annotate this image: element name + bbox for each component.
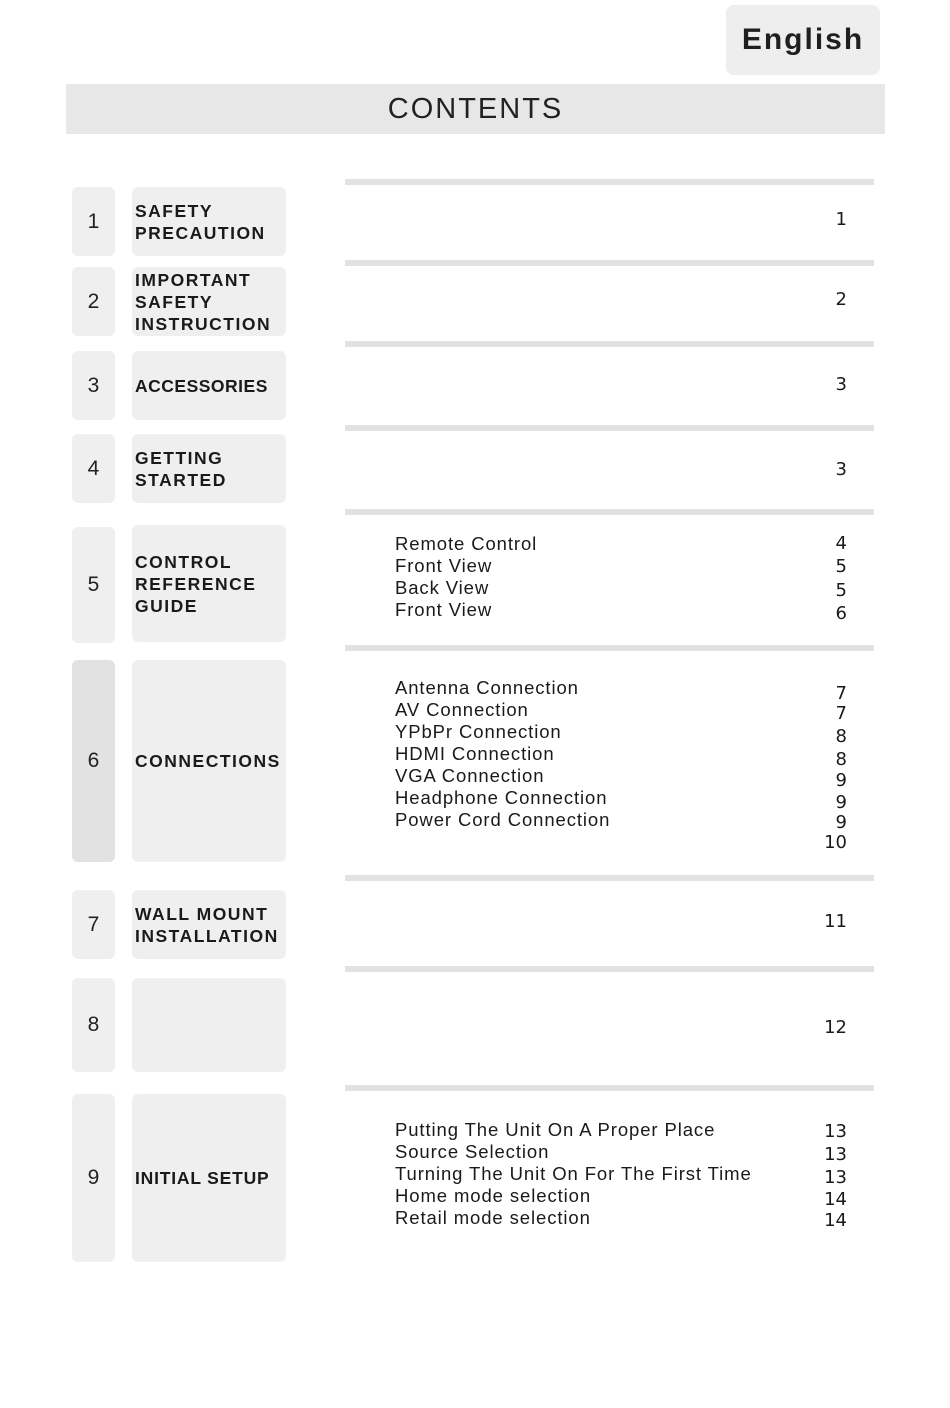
page-number-4: 3 bbox=[835, 459, 847, 480]
section-title-4: GETTING STARTED bbox=[135, 447, 227, 490]
section-title-box-5[interactable] bbox=[132, 525, 286, 642]
section-number-2: 2 bbox=[72, 267, 115, 336]
toc-entry[interactable]: Back View bbox=[395, 577, 490, 598]
section-title-box-2[interactable] bbox=[132, 267, 286, 336]
divider-rule bbox=[345, 875, 874, 881]
toc-entry[interactable]: Power Cord Connection bbox=[395, 809, 611, 830]
section-number-6: 6 bbox=[72, 660, 115, 862]
section-title-box-8[interactable] bbox=[132, 978, 286, 1072]
divider-rule bbox=[345, 966, 874, 972]
section-title-box-3[interactable] bbox=[132, 351, 286, 420]
section-title-box-4[interactable] bbox=[132, 434, 286, 503]
section-title-box-6[interactable] bbox=[132, 660, 286, 862]
section-title-box-1[interactable] bbox=[132, 187, 286, 256]
page-number-1: 1 bbox=[835, 209, 847, 230]
section-title-6: CONNECTIONS bbox=[135, 751, 281, 771]
toc-entry[interactable]: YPbPr Connection bbox=[395, 721, 562, 742]
toc-page-number: 8 bbox=[835, 749, 847, 770]
divider-rule bbox=[345, 1085, 874, 1091]
divider-rule bbox=[345, 509, 874, 515]
section-number-1: 1 bbox=[72, 187, 115, 256]
section-title-1: SAFETY PRECAUTION bbox=[135, 200, 266, 243]
toc-entry[interactable]: Front View bbox=[395, 555, 493, 576]
section-number-8: 8 bbox=[72, 978, 115, 1072]
section-title-9: INITIAL SETUP bbox=[135, 1168, 270, 1188]
toc-page-number: 13 bbox=[824, 1144, 847, 1165]
toc-page-number: 13 bbox=[824, 1167, 847, 1188]
section-number-3: 3 bbox=[72, 351, 115, 420]
section-title-5: CONTROL REFERENCE GUIDE bbox=[135, 551, 257, 616]
page-title: CONTENTS bbox=[66, 84, 885, 134]
toc-entry[interactable]: Turning The Unit On For The First Time bbox=[395, 1163, 752, 1184]
page-number-8: 12 bbox=[824, 1017, 847, 1038]
divider-rule bbox=[345, 179, 874, 185]
page-number-2: 2 bbox=[835, 289, 847, 310]
section-title-7: WALL MOUNT INSTALLATION bbox=[135, 903, 279, 946]
toc-entry[interactable]: HDMI Connection bbox=[395, 743, 555, 764]
divider-rule bbox=[345, 260, 874, 266]
toc-entry[interactable]: Putting The Unit On A Proper Place bbox=[395, 1119, 716, 1140]
toc-page-number: 14 bbox=[824, 1189, 847, 1210]
section-title-2: IMPORTANT SAFETY INSTRUCTION bbox=[135, 269, 272, 334]
toc-page-number: 9 bbox=[835, 770, 847, 791]
toc-page-number: 9 bbox=[835, 792, 847, 813]
divider-rule bbox=[345, 341, 874, 347]
toc-page-number: 9 bbox=[835, 812, 847, 833]
toc-page-number: 6 bbox=[835, 603, 847, 624]
toc-page-number: 5 bbox=[835, 556, 847, 577]
page-number-7: 11 bbox=[824, 911, 847, 932]
toc-page-number: 8 bbox=[835, 726, 847, 747]
toc-entry[interactable]: Antenna Connection bbox=[395, 677, 579, 698]
toc-entry[interactable]: Home mode selection bbox=[395, 1185, 592, 1206]
section-title-3: ACCESSORIES bbox=[135, 375, 268, 396]
toc-page-number: 13 bbox=[824, 1121, 847, 1142]
language-tab[interactable]: English bbox=[726, 5, 880, 75]
toc-page-number: 7 bbox=[835, 703, 847, 724]
toc-entry[interactable]: Source Selection bbox=[395, 1141, 550, 1162]
toc-entry[interactable]: VGA Connection bbox=[395, 765, 545, 786]
divider-rule bbox=[345, 425, 874, 431]
toc-entry[interactable]: Headphone Connection bbox=[395, 787, 608, 808]
toc-page-number: 5 bbox=[835, 580, 847, 601]
section-title-box-9[interactable] bbox=[132, 1094, 286, 1262]
toc-entry[interactable]: AV Connection bbox=[395, 699, 529, 720]
toc-page-number: 10 bbox=[824, 832, 847, 853]
section-number-9: 9 bbox=[72, 1094, 115, 1262]
section-number-7: 7 bbox=[72, 890, 115, 959]
section-title-box-7[interactable] bbox=[132, 890, 286, 959]
section-number-4: 4 bbox=[72, 434, 115, 503]
toc-page-number: 4 bbox=[835, 533, 847, 554]
toc-entry[interactable]: Retail mode selection bbox=[395, 1207, 591, 1228]
section-number-5: 5 bbox=[72, 527, 115, 643]
page-number-3: 3 bbox=[835, 374, 847, 395]
toc-entry[interactable]: Front View bbox=[395, 599, 493, 620]
toc-page-number: 7 bbox=[835, 683, 847, 704]
toc-page-number: 14 bbox=[824, 1210, 847, 1231]
divider-rule bbox=[345, 645, 874, 651]
toc-entry[interactable]: Remote Control bbox=[395, 533, 538, 554]
